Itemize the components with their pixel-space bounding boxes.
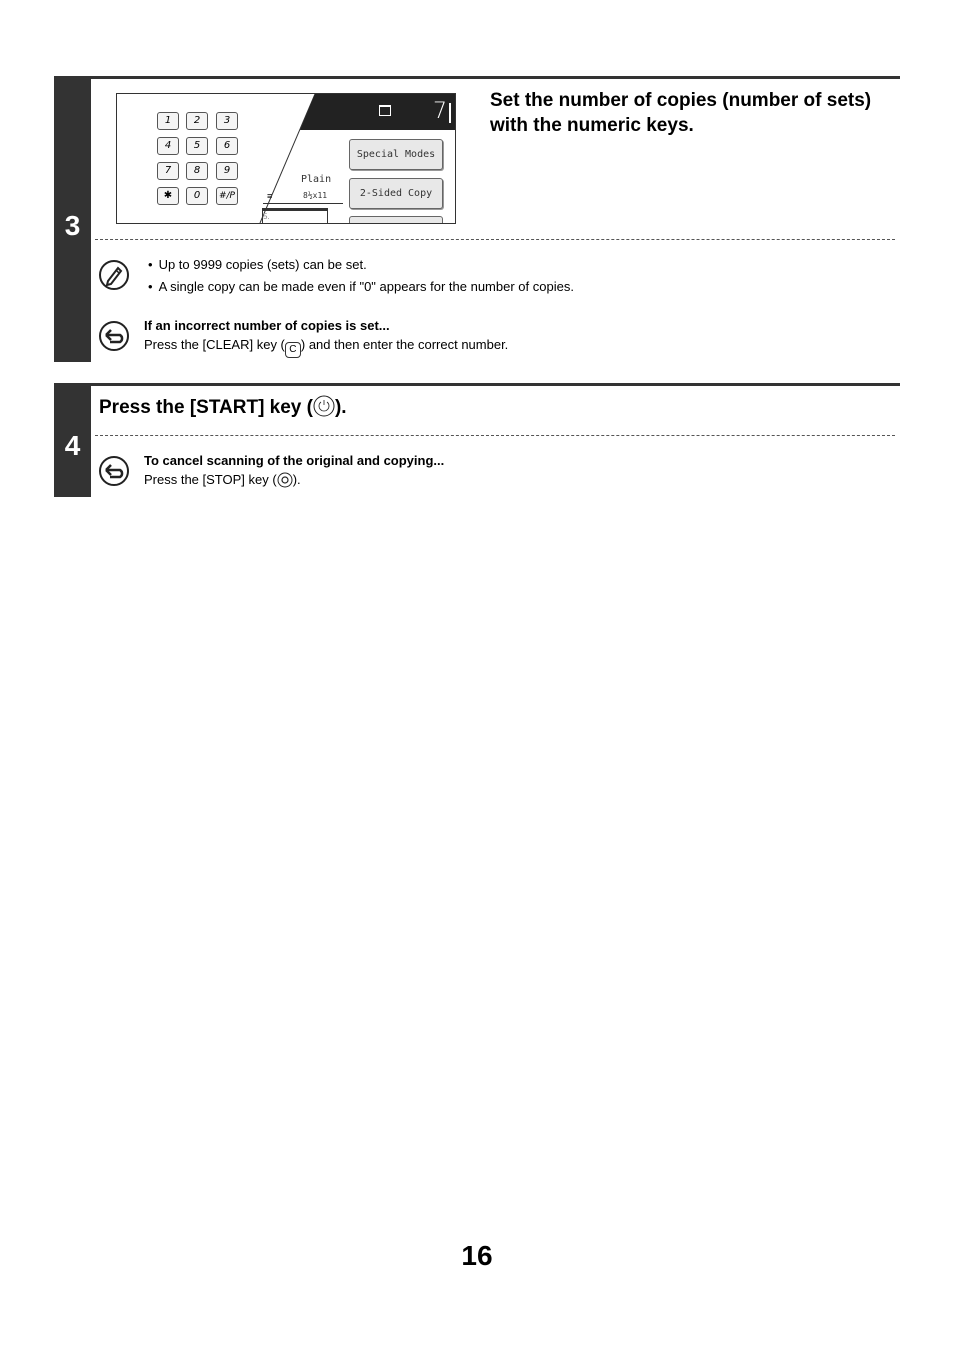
numeric-key: 6 bbox=[216, 137, 238, 155]
cancel-title: To cancel scanning of the original and copying... bbox=[144, 453, 445, 468]
correction-title: If an incorrect number of copies is set... bbox=[144, 318, 390, 333]
step4-heading: Press the [START] key ( ). bbox=[99, 397, 347, 418]
tray-label: 5. bbox=[263, 212, 270, 221]
return-arrow-icon bbox=[98, 320, 130, 352]
next-button-edge bbox=[349, 216, 443, 224]
numeric-key: 0 bbox=[186, 187, 208, 205]
cancel-text: Press the [STOP] key ( ). bbox=[144, 472, 301, 487]
asterisk-key: ✱ bbox=[157, 187, 179, 205]
step3-number-bar bbox=[54, 76, 91, 362]
step3-heading: Set the number of copies (number of sets) with the numeric keys. bbox=[490, 90, 872, 136]
pound-p-key: #/P bbox=[216, 187, 238, 205]
paper-type-label: Plain bbox=[301, 174, 332, 185]
step4-number: 4 bbox=[64, 430, 81, 461]
correction-text: Press the [CLEAR] key ( C ) and then enter the correct number. bbox=[144, 335, 508, 358]
two-sided-copy-button: 2-Sided Copy bbox=[349, 178, 443, 209]
operation-panel-illustration bbox=[116, 93, 456, 224]
copy-icon bbox=[379, 105, 391, 116]
numeric-key: 4 bbox=[157, 137, 179, 155]
step3-top-rule bbox=[54, 76, 900, 79]
note-item: • Up to 9999 copies (sets) can be set. bbox=[148, 255, 367, 274]
count-cursor bbox=[449, 103, 451, 123]
paper-tray-icon: ≡ bbox=[267, 191, 273, 201]
paper-size-label: 8½x11 bbox=[303, 191, 328, 200]
step4-divider bbox=[95, 435, 895, 436]
step3-divider bbox=[95, 239, 895, 240]
numeric-key: 5 bbox=[186, 137, 208, 155]
step4-top-rule bbox=[54, 383, 900, 386]
step4-number-bar bbox=[54, 383, 91, 497]
page-number: 16 bbox=[461, 1240, 493, 1271]
numeric-key: 2 bbox=[186, 112, 208, 130]
numeric-key: 8 bbox=[186, 162, 208, 180]
stop-key-icon bbox=[277, 472, 293, 488]
return-arrow-icon bbox=[98, 455, 130, 487]
numeric-key: 9 bbox=[216, 162, 238, 180]
paper-tray-rule bbox=[263, 203, 343, 204]
tray-select-box bbox=[262, 208, 328, 224]
numeric-key: 1 bbox=[157, 112, 179, 130]
special-modes-button: Special Modes bbox=[349, 139, 443, 170]
clear-key-icon: C bbox=[285, 342, 301, 358]
copy-count-display: 7 bbox=[433, 99, 447, 124]
numeric-key: 7 bbox=[157, 162, 179, 180]
start-key-icon bbox=[313, 395, 335, 417]
step3-number: 3 bbox=[64, 210, 81, 241]
numeric-key: 3 bbox=[216, 112, 238, 130]
pencil-note-icon bbox=[98, 259, 130, 291]
note-item: • A single copy can be made even if "0" appears for the number of copies. bbox=[148, 277, 574, 296]
